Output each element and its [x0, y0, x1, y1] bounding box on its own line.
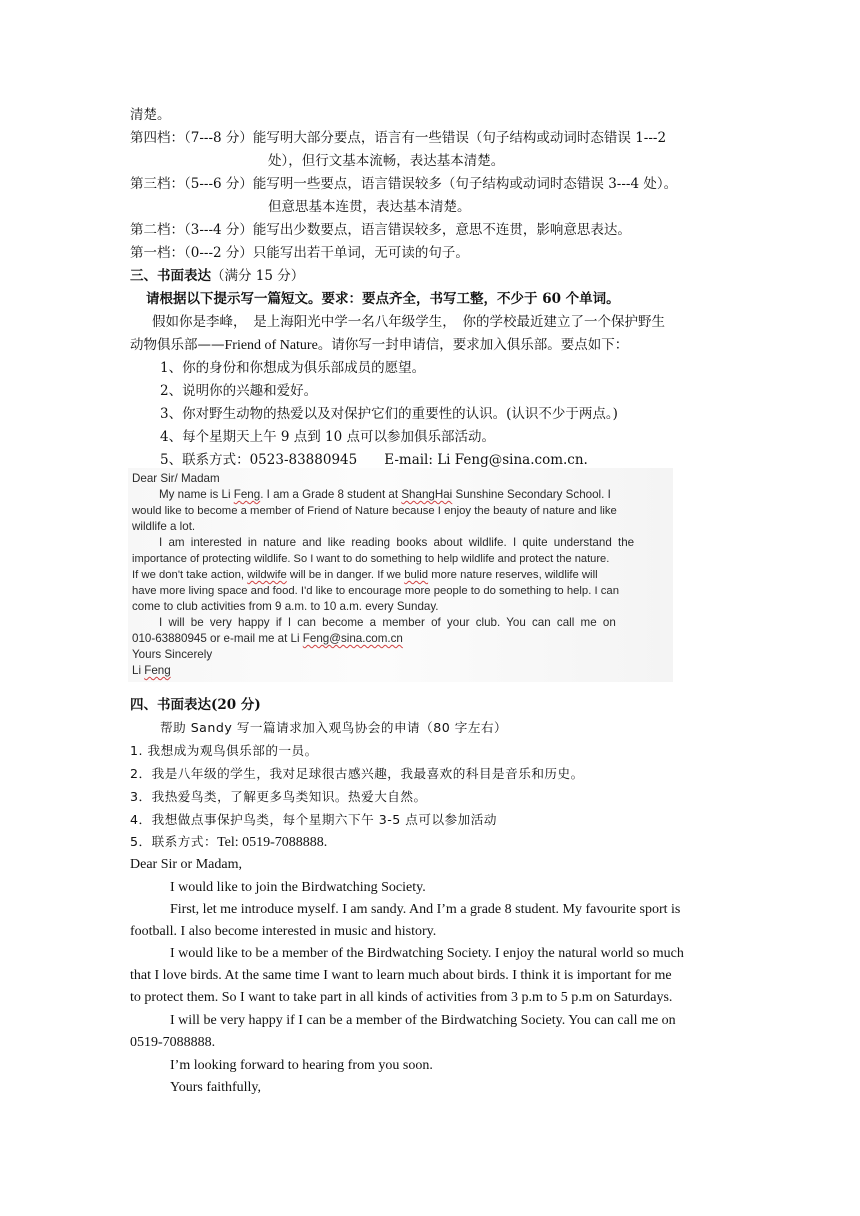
sample-line: 010-63880945 or e-mail me at Li Feng@sina.com.cn — [132, 632, 403, 645]
sample-line: I am interested in nature and like reading books about wildlife. I quite understand the — [159, 536, 635, 549]
section3-point: 3、你对野生动物的热爱以及对保护它们的重要性的认识。(认识不少于两点。) — [160, 406, 618, 422]
section3-score: （满分 15 分） — [211, 268, 305, 284]
contact-label: 5．联系方式： — [130, 834, 218, 849]
section3-point: 1、你的身份和你想成为俱乐部成员的愿望。 — [160, 360, 426, 376]
sample-line: would like to become a member of Friend of Nature because I enjoy the beauty of nature and like — [132, 505, 617, 517]
section4-point: 1. 我想成为观鸟俱乐部的一员。 — [130, 743, 318, 758]
scenario-text: 动物俱乐部—— — [130, 337, 225, 353]
sample-line: I will be very happy if I can become a member of your club. You can call me on — [159, 616, 616, 629]
grading-line: 第二档：（3---4 分）能写出少数要点，语言错误较多，意思不连贯，影响意思表达。 — [130, 222, 631, 238]
grading-line: 第一档：（0---2 分）只能写出若干单词，无可读的句子。 — [130, 245, 469, 261]
section4-point: 4．我想做点事保护鸟类，每个星期六下午 3-5 点可以参加活动 — [130, 812, 497, 827]
letter-line: that I love birds. At the same time I want to learn much about birds. I think it is important for me — [130, 968, 672, 983]
section3-point: 2、说明你的兴趣和爱好。 — [160, 383, 318, 399]
grading-line: 第四档：（7---8 分）能写明大部分要点，语言有一些错误（句子结构或动词时态错误 1---2 — [130, 130, 667, 146]
sample-line: come to club activities from 9 a.m. to 10 a.m. every Sunday. — [132, 600, 439, 613]
letter-line: I’m looking forward to hearing from you soon. — [170, 1058, 433, 1073]
letter-line: 0519-7088888. — [130, 1035, 216, 1050]
sample-line: importance of protecting wildlife. So I want to do something to help wildlife and protect the nature. — [132, 553, 610, 565]
section3-contact: 5、联系方式：0523-83880945 E-mail: Li Feng@sina.com.cn. — [160, 452, 588, 468]
scenario-text: 。请你写一封申请信，要求加入俱乐部。要点如下： — [317, 337, 629, 353]
letter-line: football. I also become interested in music and history. — [130, 924, 437, 939]
section4-point: 2．我是八年级的学生，我对足球很古感兴趣，我最喜欢的科目是音乐和历史。 — [130, 766, 584, 781]
grading-line: 但意思基本连贯，表达基本清楚。 — [268, 199, 471, 215]
letter-line: I would like to join the Birdwatching Society. — [170, 880, 426, 895]
sample-closing: Yours Sincerely — [132, 648, 213, 661]
letter-line: First, let me introduce myself. I am sandy. And I’m a grade 8 student. My favourite sport is — [170, 902, 681, 917]
letter-greeting: Dear Sir or Madam, — [130, 857, 242, 872]
section3-title: 三、书面表达 — [130, 268, 211, 284]
section3-scenario: 假如你是李峰， 是上海阳光中学一名八年级学生， 你的学校最近建立了一个保护野生 — [152, 314, 665, 330]
section3-scenario — [130, 334, 628, 357]
club-name: Friend of Nature — [224, 338, 318, 353]
scanned-sample-essay — [128, 468, 673, 682]
contact-value: Tel: 0519-7088888. — [217, 835, 328, 850]
sample-signature: Li Feng — [132, 664, 171, 677]
section4-heading: 四、书面表达(20 分) — [130, 697, 261, 713]
sample-line: If we don't take action, wildwife will be in danger. If we bulid more nature reserves, wildlife will — [132, 569, 598, 581]
sample-line: My name is Li Feng. I am a Grade 8 student at ShangHai Sunshine Secondary School. I — [159, 488, 611, 501]
sample-greeting: Dear Sir/ Madam — [132, 472, 220, 485]
sample-line: wildlife a lot. — [132, 520, 196, 533]
section3-heading — [130, 265, 304, 287]
section3-instruction: 请根据以下提示写一篇短文。要求：要点齐全，书写工整，不少于 60 个单词。 — [146, 291, 620, 307]
section4-contact — [130, 831, 327, 854]
sample-line: have more living space and food. I'd like to encourage more people to do something to help. I can — [132, 585, 619, 597]
section4-point: 3．我热爱鸟类，了解更多鸟类知识。热爱大自然。 — [130, 789, 427, 804]
letter-closing: Yours faithfully, — [170, 1080, 262, 1095]
section4-task: 帮助 Sandy 写一篇请求加入观鸟协会的申请（80 字左右） — [160, 720, 508, 735]
letter-line: I would like to be a member of the Birdwatching Society. I enjoy the natural world so much — [170, 946, 684, 961]
letter-line: I will be very happy if I can be a member of the Birdwatching Society. You can call me on — [170, 1013, 676, 1028]
grading-line: 处），但行文基本流畅，表达基本清楚。 — [268, 153, 505, 169]
letter-line: to protect them. So I want to take part in all kinds of activities from 3 p.m to 5 p.m on Saturdays. — [130, 990, 673, 1005]
grading-line: 清楚。 — [130, 107, 171, 123]
grading-line: 第三档：（5---6 分）能写明一些要点，语言错误较多（句子结构或动词时态错误 3---4 处）。 — [130, 176, 678, 192]
section3-point: 4、每个星期天上午 9 点到 10 点可以参加俱乐部活动。 — [160, 429, 496, 445]
